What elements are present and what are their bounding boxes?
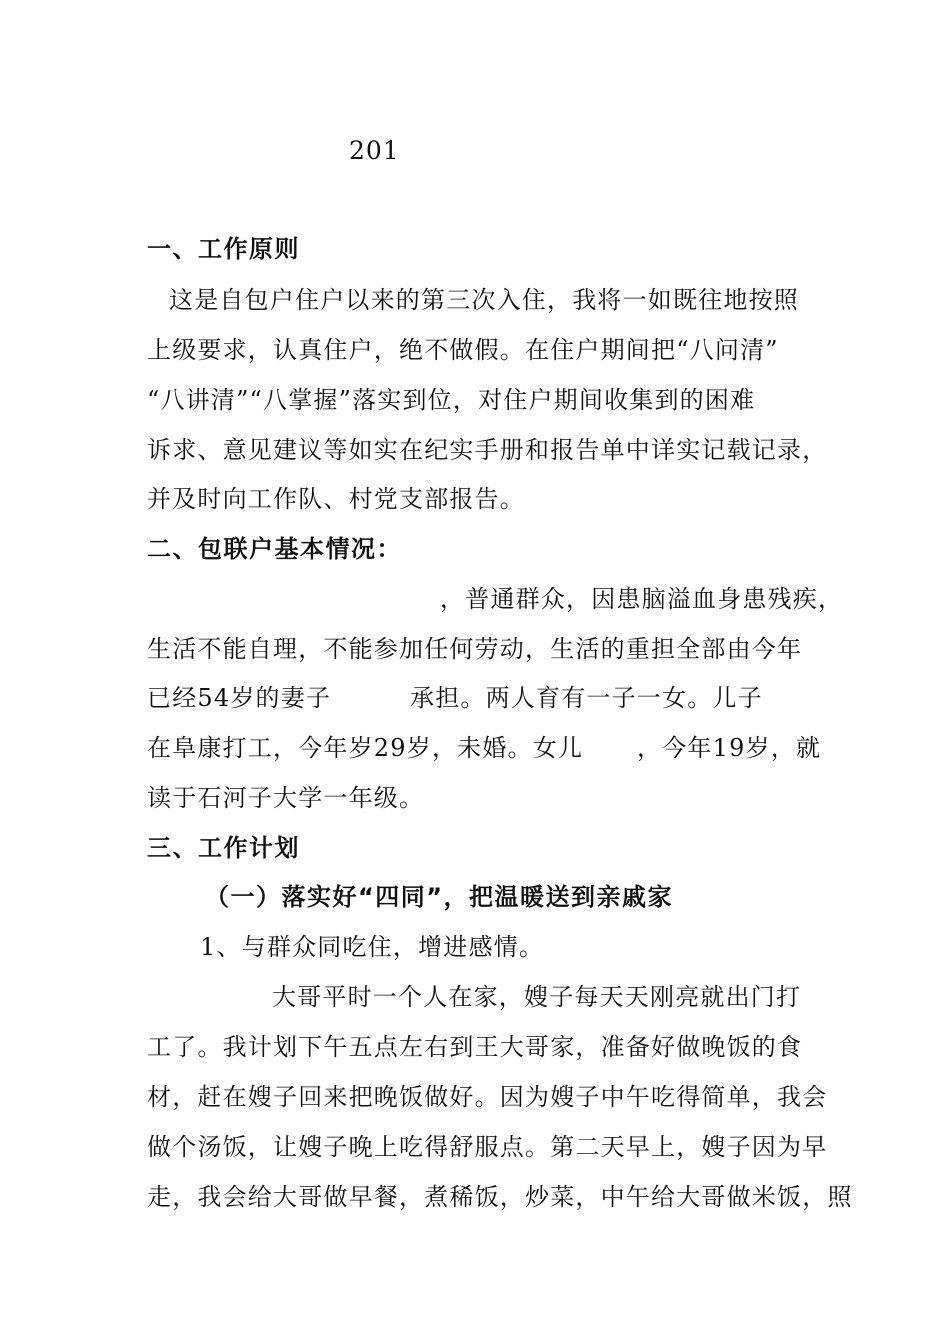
paragraph-line: 工了。我计划下午五点左右到王大哥家，准备好做晚饭的食	[147, 1033, 803, 1061]
paragraph-line: 并及时向工作队、村党支部报告。	[147, 485, 525, 513]
paragraph-line: 生活不能自理，不能参加任何劳动，生活的重担全部由今年	[147, 635, 803, 663]
paragraph-line: 大哥平时一个人在家，嫂子每天天刚亮就出门打	[272, 983, 802, 1011]
paragraph-line: “八讲清”“八掌握”落实到位，对住户期间收集到的困难	[147, 386, 756, 414]
list-item: 1、与群众同吃住，增进感情。	[200, 933, 545, 961]
paragraph-line: 在阜康打工，今年岁29岁，未婚。女儿	[147, 734, 584, 762]
paragraph-line: 走，我会给大哥做早餐，煮稀饭，炒菜，中午给大哥做米饭，照	[147, 1183, 853, 1211]
section-heading-work-principles: 一、工作原则	[147, 235, 300, 263]
paragraph-line: 做个汤饭，让嫂子晚上吃得舒服点。第二天早上，嫂子因为早	[147, 1133, 828, 1161]
paragraph-line: 诉求、意见建议等如实在纪实手册和报告单中详实记载记录，	[147, 436, 828, 464]
paragraph-line: 承担。两人育有一子一女。儿子	[410, 684, 763, 712]
paragraph-line: 已经54岁的妻子	[147, 684, 332, 712]
document-title: 201	[349, 136, 400, 165]
paragraph-line: 这是自包户住户以来的第三次入住，我将一如既往地按照	[169, 286, 799, 314]
subsection-heading: （一）落实好“四同”，把温暖送到亲戚家	[205, 883, 674, 911]
paragraph-line: 材，赶在嫂子回来把晚饭做好。因为嫂子中午吃得简单，我会	[147, 1083, 828, 1111]
paragraph-line: ，普通群众，因患脑溢血身患残疾，	[440, 585, 844, 613]
paragraph-line: ，今年19岁，就	[637, 734, 822, 762]
paragraph-line: 上级要求，认真住户，绝不做假。在住户期间把“八问清”	[147, 336, 779, 364]
paragraph-line: 读于石河子大学一年级。	[147, 784, 425, 812]
section-heading-work-plan: 三、工作计划	[147, 834, 300, 862]
section-heading-household-info: 二、包联户基本情况：	[147, 535, 402, 563]
